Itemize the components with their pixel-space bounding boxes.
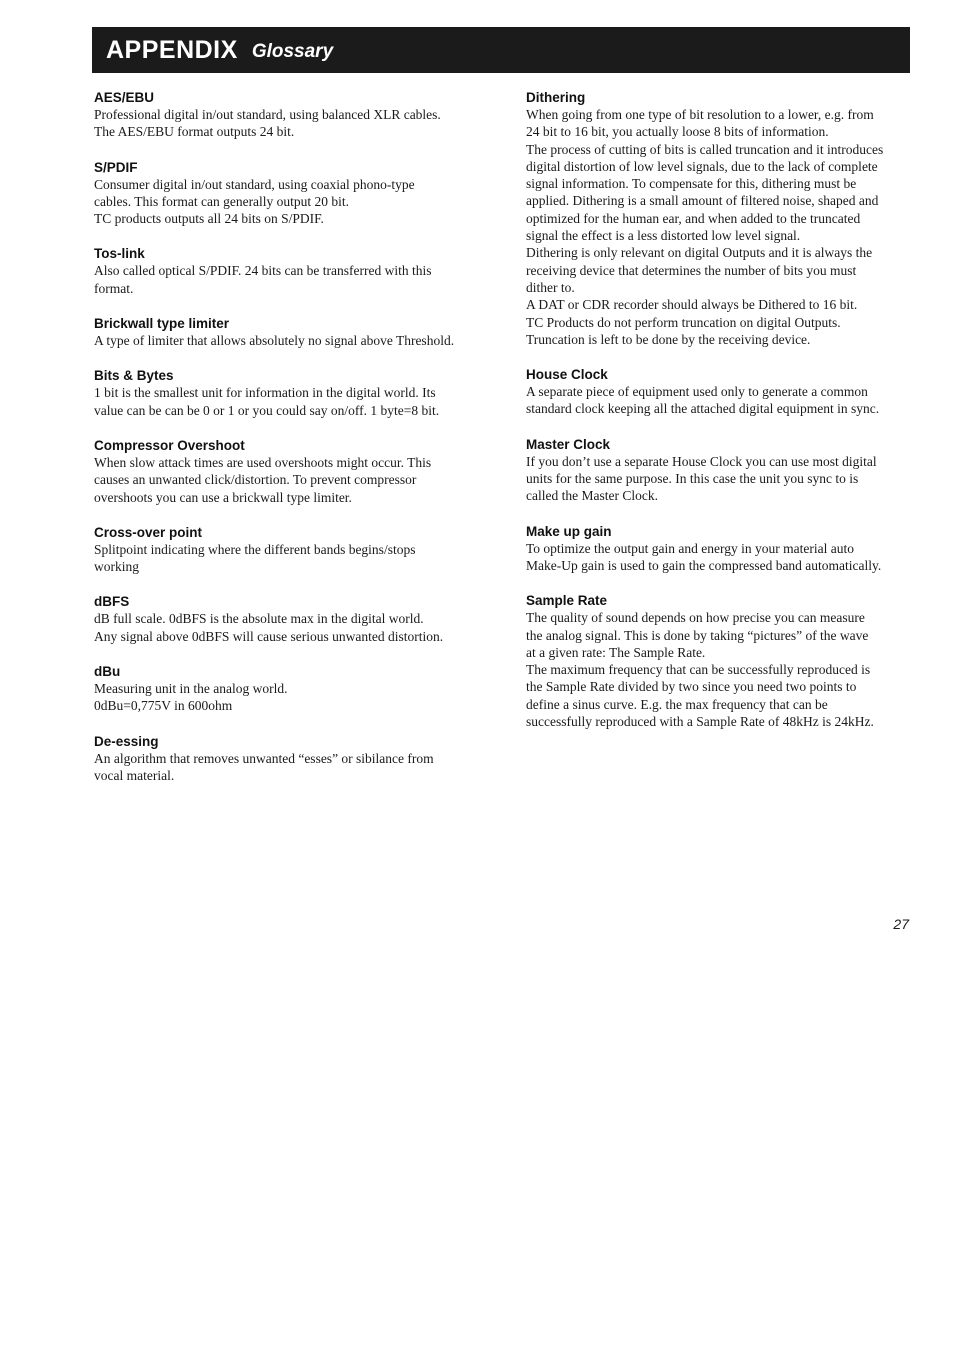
glossary-definition-line: TC products outputs all 24 bits on S/PDIF. — [94, 211, 324, 227]
glossary-definition-line: define a sinus curve. E.g. the max frequency that can be — [526, 696, 828, 712]
glossary-term: Make up gain — [526, 523, 612, 539]
glossary-entry — [94, 315, 480, 349]
glossary-definition-line: Professional digital in/out standard, using balanced XLR cables. — [94, 107, 441, 122]
glossary-entry — [94, 245, 480, 297]
glossary-definition-line: 0dBu=0,775V in 600ohm — [94, 698, 233, 714]
glossary-definition-line: dither to. — [526, 279, 575, 295]
glossary-definition-line: at a given rate: The Sample Rate. — [526, 644, 706, 660]
glossary-definition-line: successfully reproduced with a Sample Rate of 48kHz is 24kHz. — [526, 714, 874, 730]
glossary-definition-line: 1 bit is the smallest unit for information in the digital world. Its — [94, 385, 436, 401]
glossary-definition-line: The maximum frequency that can be successfully reproduced is — [526, 662, 871, 678]
header-bar — [92, 27, 910, 73]
glossary-definition-line: Splitpoint indicating where the different bands begins/stops — [94, 541, 416, 557]
glossary-entry — [526, 89, 912, 348]
glossary-definition-line: A DAT or CDR recorder should always be Dithered to 16 bit. — [526, 297, 858, 313]
glossary-entry — [94, 437, 480, 506]
glossary-definition-line: The process of cutting of bits is called truncation and it introduces — [526, 141, 884, 157]
glossary-definition-line: If you don’t use a separate House Clock you can use most digital — [526, 453, 877, 469]
glossary-definition-line: receiving device that determines the number of bits you must — [526, 262, 857, 278]
glossary-definition-line: cables. This format can generally output 20 bit. — [94, 193, 350, 209]
glossary-term: AES/EBU — [94, 90, 155, 105]
glossary-entry — [526, 436, 912, 505]
glossary-definition-line: The AES/EBU format outputs 24 bit. — [94, 124, 295, 140]
glossary-definition-line: units for the same purpose. In this case the unit you sync to is — [526, 471, 859, 487]
glossary-definition-line: Also called optical S/PDIF. 24 bits can be transferred with this — [94, 263, 432, 279]
glossary-left-column — [94, 89, 480, 802]
glossary-definition-line: The quality of sound depends on how precise you can measure — [526, 610, 865, 626]
glossary-definition-line: digital distortion of low level signals, due to the lack of complete — [526, 158, 878, 174]
glossary-definition-line: An algorithm that removes unwanted “esses” or sibilance from — [94, 750, 434, 766]
glossary-term: S/PDIF — [94, 159, 138, 175]
page-number: 27 — [893, 916, 909, 932]
glossary-definition-line: A type of limiter that allows absolutely no signal above Threshold. — [94, 333, 455, 349]
glossary-term: Master Clock — [526, 436, 611, 452]
glossary-definition-line: signal information. To compensate for this, dithering must be — [526, 176, 857, 192]
glossary-right-column — [526, 89, 912, 748]
glossary-term: Compressor Overshoot — [94, 437, 245, 453]
glossary-entry — [94, 663, 480, 715]
glossary-definition-line: A separate piece of equipment used only to generate a common — [526, 384, 868, 400]
glossary-definition-line: value can be can be 0 or 1 or you could say on/off. 1 byte=8 bit. — [94, 402, 440, 418]
glossary-definition-line: the Sample Rate divided by two since you need two points to — [526, 679, 857, 695]
glossary-definition-line: dB full scale. 0dBFS is the absolute max in the digital world. — [94, 611, 424, 627]
glossary-definition-line: Make-Up gain is used to gain the compressed band automatically. — [526, 557, 882, 573]
glossary-entry — [94, 89, 480, 141]
glossary-definition-line: To optimize the output gain and energy in your material auto — [526, 540, 854, 556]
glossary-definition-line: overshoots you can use a brickwall type limiter. — [94, 489, 352, 505]
glossary-entry — [526, 523, 912, 575]
glossary-term: House Clock — [526, 367, 608, 383]
glossary-term: Cross-over point — [94, 524, 203, 540]
glossary-definition-line: standard clock keeping all the attached digital equipment in sync. — [526, 401, 880, 417]
glossary-definition-line: signal the effect is a less distorted low level signal. — [526, 228, 801, 244]
glossary-entry — [94, 524, 480, 576]
glossary-definition-line: applied. Dithering is a small amount of filtered noise, shaped and — [526, 193, 879, 209]
glossary-entry — [526, 592, 912, 730]
glossary-definition-line: Any signal above 0dBFS will cause serious unwanted distortion. — [94, 628, 444, 644]
glossary-definition-line: optimized for the human ear, and when added to the truncated — [526, 210, 861, 226]
glossary-entry — [94, 593, 480, 645]
glossary-term: dBFS — [94, 594, 130, 610]
glossary-definition-line: the analog signal. This is done by taking “pictures” of the wave — [526, 627, 869, 643]
glossary-definition-line: called the Master Clock. — [526, 488, 658, 504]
glossary-term: dBu — [94, 664, 121, 680]
glossary-definition-line: vocal material. — [94, 767, 175, 783]
glossary-entry — [94, 733, 480, 785]
header-title: APPENDIX — [106, 35, 238, 64]
glossary-entry — [526, 366, 912, 418]
glossary-definition-line: Consumer digital in/out standard, using coaxial phono-type — [94, 176, 415, 192]
glossary-term: Brickwall type limiter — [94, 316, 230, 332]
glossary-definition-line: format. — [94, 280, 134, 296]
header-subtitle: Glossary — [251, 40, 334, 62]
glossary-term: Sample Rate — [526, 593, 608, 609]
glossary-term: Dithering — [526, 90, 586, 105]
glossary-term: Tos-link — [94, 246, 145, 262]
glossary-definition-line: working — [94, 559, 139, 575]
glossary-definition-line: causes an unwanted click/distortion. To prevent compressor — [94, 472, 417, 488]
glossary-definition-line: TC Products do not perform truncation on digital Outputs. — [526, 314, 841, 330]
glossary-definition-line: Dithering is only relevant on digital Outputs and it is always the — [526, 245, 873, 261]
glossary-definition-line: Truncation is left to be done by the receiving device. — [526, 331, 811, 347]
glossary-term: De-essing — [94, 733, 159, 749]
glossary-entry — [94, 367, 480, 419]
glossary-definition-line: Measuring unit in the analog world. — [94, 681, 288, 697]
glossary-entry — [94, 159, 480, 228]
glossary-definition-line: 24 bit to 16 bit, you actually loose 8 bits of information. — [526, 124, 829, 140]
glossary-definition-line: When going from one type of bit resolution to a lower, e.g. from — [526, 107, 874, 122]
glossary-term: Bits & Bytes — [94, 368, 174, 384]
glossary-definition-line: When slow attack times are used overshoots might occur. This — [94, 454, 432, 470]
